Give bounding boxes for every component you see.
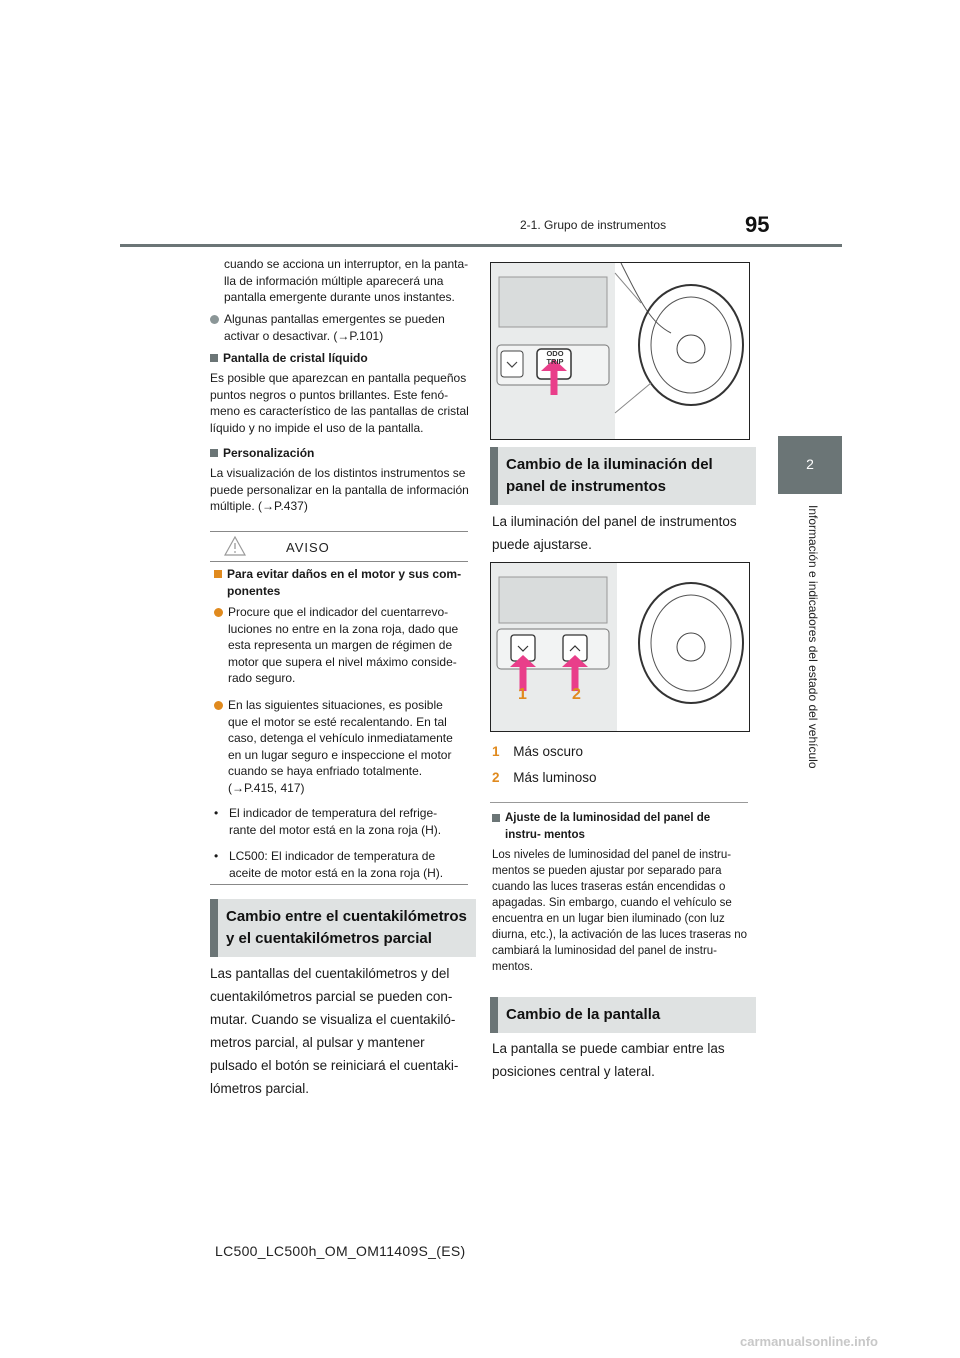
screen-text: La pantalla se puede cambiar entre las posiciones central y lateral. <box>492 1041 725 1079</box>
bullet-popups-text: Algunas pantallas emergentes se pueden activar o desactivar. (→P.101) <box>224 312 445 343</box>
chapter-title: Información e indicadores del estado del vehículo <box>806 505 820 769</box>
lcd-text: Es posible que aparezcan en pantalla pequeños puntos negros o puntos brillantes. Este fenó- meno es característico de las pantallas de cristal líquido y no impide el uso de la pantalla. <box>210 371 469 435</box>
warning-bullet-1-text: Procure que el indicador del cuentarrevo- luciones no entre en la zona roja, dado que esta representa un margen de régimen de motor que supera el nivel máximo conside- rado seguro. <box>228 605 459 685</box>
item-1 <box>492 740 583 763</box>
illus-label-1: 1 <box>518 686 527 703</box>
warning-dash-2 <box>214 848 464 881</box>
square-bullet-icon <box>492 814 500 822</box>
dash-marker: • <box>214 849 219 863</box>
divider <box>490 802 748 803</box>
custom-text: La visualización de los distintos instrumentos se puede personalizar en la pantalla de información múltiple. (→P.437) <box>210 466 469 513</box>
warning-divider <box>210 561 468 562</box>
footer-model: LC500_LC500h_OM_OM11409S_(ES) <box>215 1243 466 1259</box>
dash-marker: • <box>214 806 219 820</box>
chapter-number: 2 <box>806 456 814 472</box>
square-bullet-icon <box>210 354 218 362</box>
warning-dash-1-text: El indicador de temperatura del refrige- rante del motor está en la zona roja (H). <box>229 806 442 837</box>
adj-heading-text: Ajuste de la luminosidad del panel de instru- mentos <box>505 812 711 841</box>
item-1-text: Más oscuro <box>513 744 584 759</box>
odo-text: Las pantallas del cuentakilómetros y del cuentakilómetros parcial se pueden con- mutar. Cuando se visualiza el cuentakiló- metros parcial, al pulsar y mantener pulsado el botón se reiniciará el cuentaki- lómetros parcial. <box>210 966 459 1096</box>
item-1-number: 1 <box>492 744 500 759</box>
square-bullet-icon <box>210 449 218 457</box>
page-number: 95 <box>745 212 770 237</box>
warning-bullet-2-text: En las siguientes situaciones, es posible que el motor se esté recalentando. En tal caso, detenga el vehículo inmediatamente en un lugar seguro e inspeccione el motor cuando se haya enfriado totalmente. (→P.415, 417) <box>228 698 453 795</box>
bullet-dot-icon <box>214 701 223 710</box>
intro-paragraph: cuando se acciona un interruptor, en la panta- lla de información múltiple aparecerá una pantalla emergente durante unos instantes. <box>224 257 469 304</box>
bullet-dot-icon <box>210 315 219 324</box>
odo-trip-button: ODO TRIP <box>546 349 564 366</box>
lcd-heading <box>210 350 470 367</box>
warning-heading-text: Para evitar daños en el motor y sus com- ponentes <box>227 567 462 598</box>
item-2-number: 2 <box>492 770 500 785</box>
warning-heading <box>214 566 464 599</box>
illus-label-2: 2 <box>572 686 581 703</box>
warning-dash-1 <box>214 805 464 838</box>
section-title: 2-1. Grupo de instrumentos <box>520 218 667 232</box>
adj-text: Los niveles de luminosidad del panel de instru- mentos se pueden ajustar por separado para cuando las luces traseras están encendidas o apagadas. Sin embargo, cuando el vehículo se encuentra en un lugar bien iluminado (con luz diurna, etc.), la activación de las luces traseras no cambiará la luminosidad del panel de instru- mentos. <box>492 849 748 973</box>
section-odo-title: Cambio entre el cuentakilómetros y el cuentakilómetros parcial <box>210 899 476 957</box>
section-light-title: Cambio de la iluminación del panel de instrumentos <box>490 447 756 505</box>
illustration-odo-trip <box>490 262 750 440</box>
warning-icon <box>224 536 246 558</box>
warning-dash-2-text: LC500: El indicador de temperatura de aceite de motor está en la zona roja (H). <box>229 849 444 880</box>
bullet-dot-icon <box>214 608 223 617</box>
item-2-text: Más luminoso <box>513 770 597 785</box>
custom-heading <box>210 445 470 462</box>
light-text: La iluminación del panel de instrumentos puede ajustarse. <box>492 514 737 552</box>
watermark: carmanualsonline.info <box>740 1334 878 1349</box>
adj-heading <box>492 810 748 843</box>
bullet-popups <box>210 311 470 344</box>
warning-bullet-1 <box>214 604 464 687</box>
warning-bullet-2 <box>214 697 464 796</box>
item-2 <box>492 766 597 789</box>
header-rule <box>120 244 842 247</box>
warning-title: AVISO <box>286 540 330 555</box>
section-screen-title: Cambio de la pantalla <box>490 997 756 1033</box>
lcd-heading-text: Pantalla de cristal líquido <box>223 351 368 365</box>
custom-heading-text: Personalización <box>223 446 315 460</box>
illustration-brightness <box>490 562 750 732</box>
square-bullet-icon <box>214 570 222 578</box>
